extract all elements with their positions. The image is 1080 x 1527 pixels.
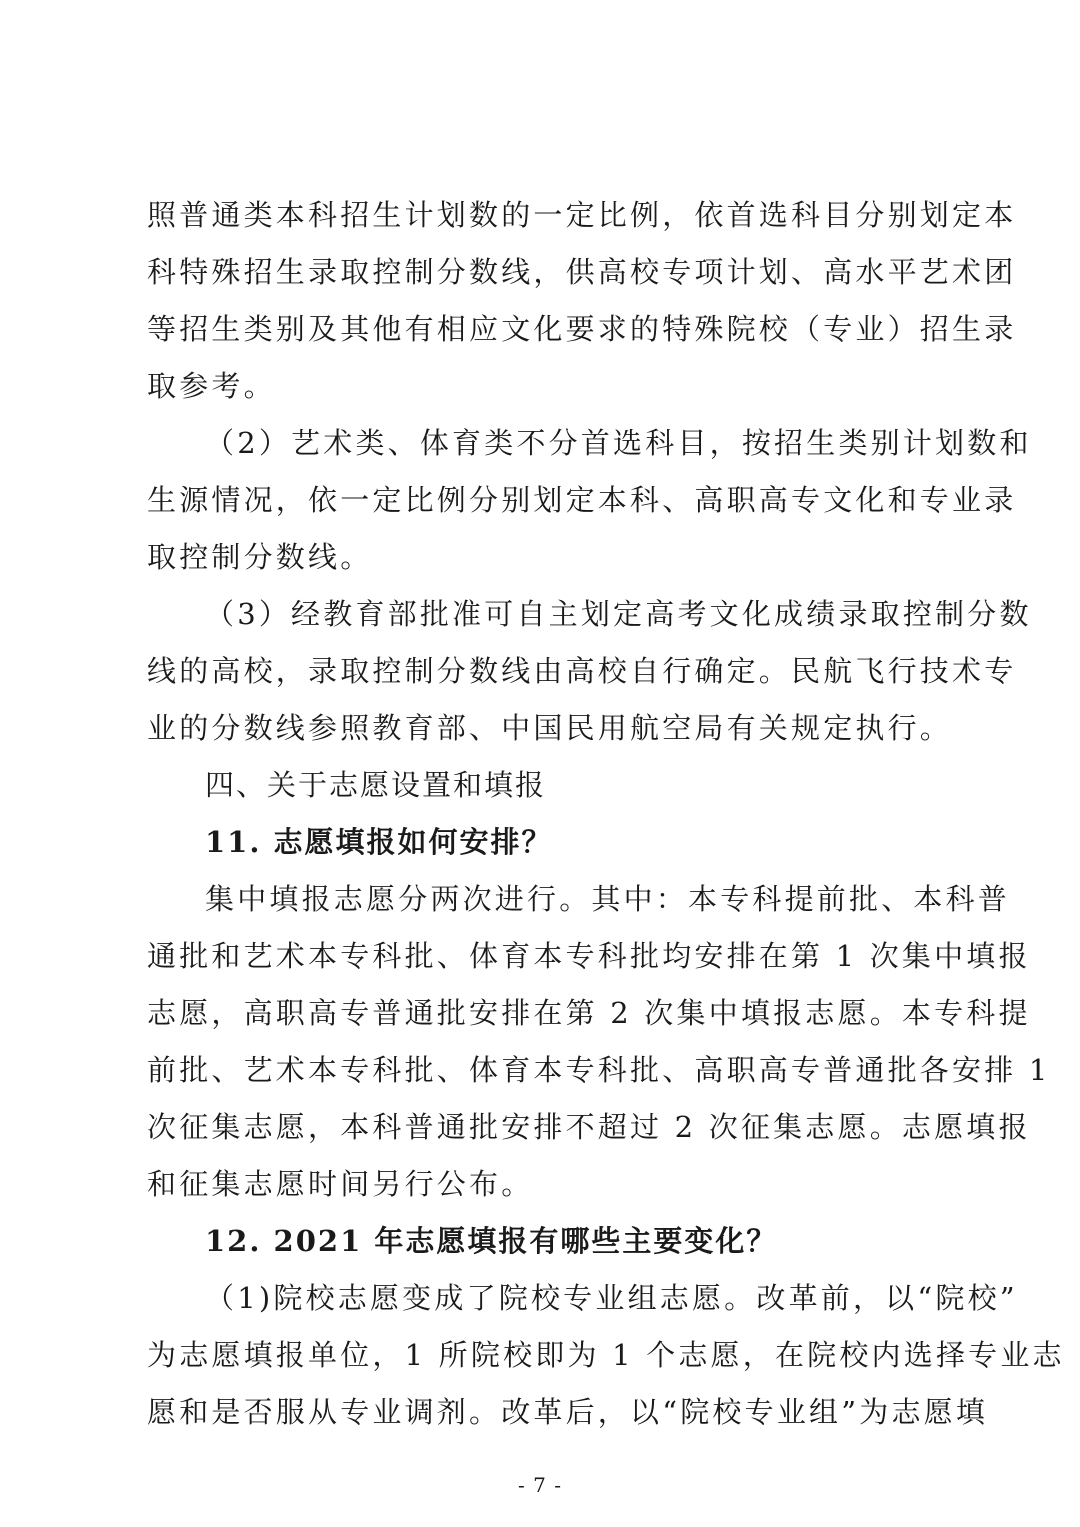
question-11-line-5: 次征集志愿，本科普通批安排不超过 2 次征集志愿。志愿填报 xyxy=(147,1110,1031,1144)
question-11-line-3: 志愿，高职高专普通批安排在第 2 次集中填报志愿。本专科提 xyxy=(147,996,1031,1030)
question-11-title: 11. 志愿填报如何安排？ xyxy=(205,825,553,859)
question-12-title: 12. 2021 年志愿填报有哪些主要变化？ xyxy=(205,1224,778,1258)
question-12-line-1: （1)院校志愿变成了院校专业组志愿。改革前，以“院校” xyxy=(205,1281,1018,1315)
question-12-line-2: 为志愿填报单位，1 所院校即为 1 个志愿，在院校内选择专业志 xyxy=(147,1338,1065,1372)
question-11-line-6: 和征集志愿时间另行公布。 xyxy=(147,1167,534,1201)
paragraph-3-line-2: 线的高校，录取控制分数线由高校自行确定。民航飞行技术专 xyxy=(147,654,1017,688)
paragraph-2-line-1: （2）艺术类、体育类不分首选科目，按招生类别计划数和 xyxy=(205,426,1032,460)
page-number: - 7 - xyxy=(518,1473,562,1497)
question-11-line-4: 前批、艺术本专科批、体育本专科批、高职高专普通批各安排 1 xyxy=(147,1053,1051,1087)
paragraph-2-line-2: 生源情况，依一定比例分别划定本科、高职高专文化和专业录 xyxy=(147,483,1017,517)
question-12-line-3: 愿和是否服从专业调剂。改革后，以“院校专业组”为志愿填 xyxy=(147,1395,989,1429)
question-11-line-2: 通批和艺术本专科批、体育本专科批均安排在第 1 次集中填报 xyxy=(147,939,1031,973)
paragraph-3-line-1: （3）经教育部批准可自主划定高考文化成绩录取控制分数 xyxy=(205,597,1032,631)
paragraph-1-line-2: 科特殊招生录取控制分数线，供高校专项计划、高水平艺术团 xyxy=(147,255,1017,289)
question-11-line-1: 集中填报志愿分两次进行。其中：本专科提前批、本科普 xyxy=(205,882,1011,916)
paragraph-2-line-3: 取控制分数线。 xyxy=(147,540,373,574)
paragraph-1-line-4: 取参考。 xyxy=(147,369,276,403)
section-heading: 四、关于志愿设置和填报 xyxy=(205,768,547,802)
paragraph-1-line-1: 照普通类本科招生计划数的一定比例，依首选科目分别划定本 xyxy=(147,198,1017,232)
paragraph-3-line-3: 业的分数线参照教育部、中国民用航空局有关规定执行。 xyxy=(147,711,953,745)
paragraph-1-line-3: 等招生类别及其他有相应文化要求的特殊院校（专业）招生录 xyxy=(147,312,1017,346)
